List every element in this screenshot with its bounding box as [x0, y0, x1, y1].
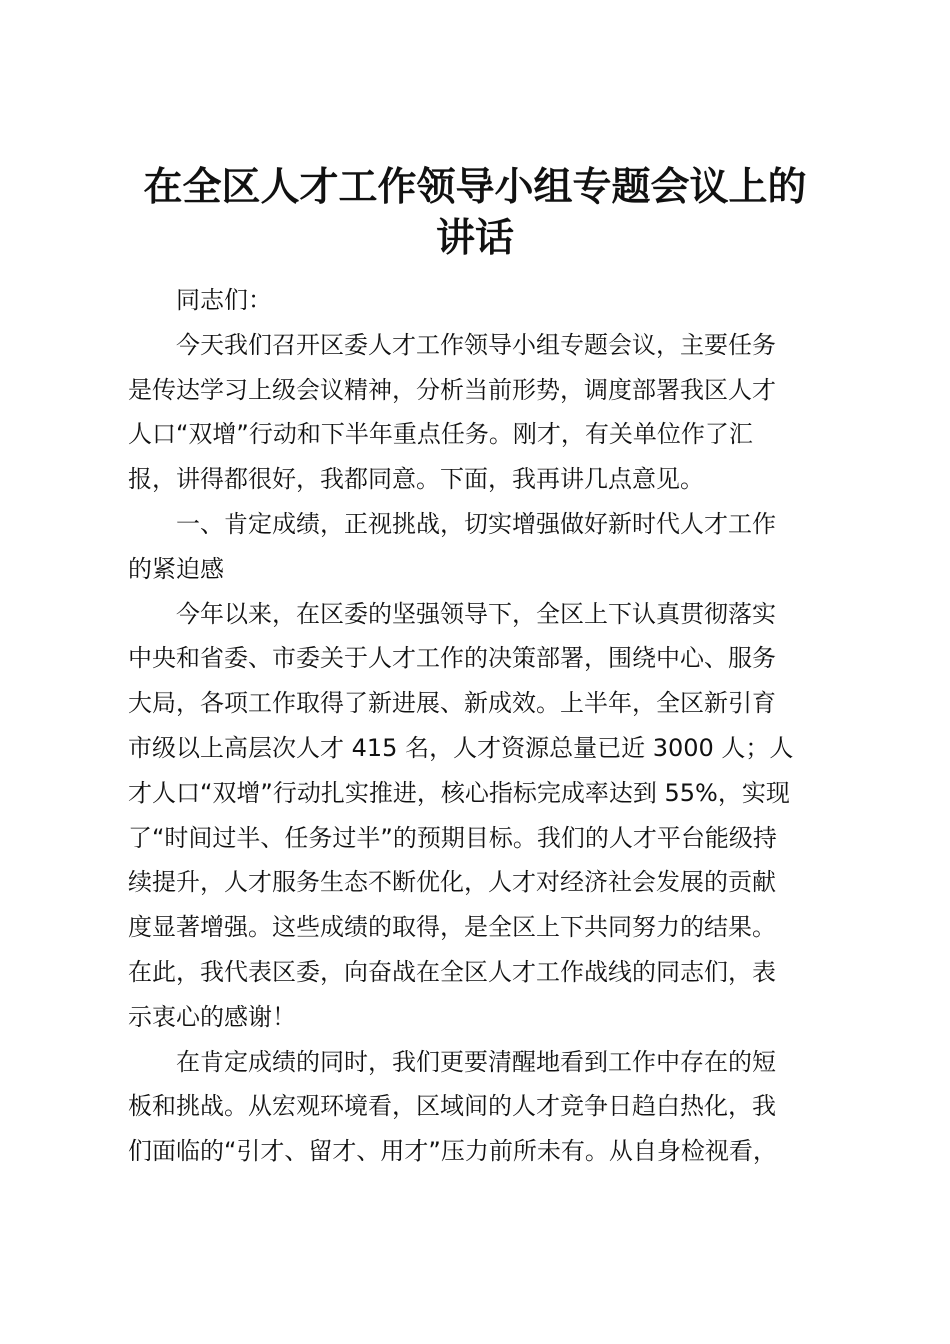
salutation-text: 同志们： — [176, 286, 272, 314]
paragraph-line: 示衷心的感谢！ — [128, 1002, 296, 1031]
title-line-2: 讲话 — [435, 216, 514, 261]
title-line-1: 在全区人才工作领导小组专题会议上的 — [143, 165, 807, 210]
paragraph-line: 续提升，人才服务生态不断优化，人才对经济社会发展的贡献 — [128, 868, 776, 897]
heading-line: 的紧迫感 — [128, 554, 224, 583]
paragraph-line: 是传达学习上级会议精神，分析当前形势，调度部署我区人才 — [128, 375, 776, 404]
paragraph-line: 在此，我代表区委，向奋战在全区人才工作战线的同志们，表 — [128, 957, 776, 986]
paragraph-challenges — [128, 1040, 828, 1174]
paragraph-line: 在肯定成绩的同时，我们更要清醒地看到工作中存在的短 — [176, 1047, 776, 1076]
document-title — [110, 162, 840, 264]
paragraph-line: 们面临的“引才、留才、用才”压力前所未有。从自身检视看， — [128, 1137, 777, 1166]
paragraph-line: 板和挑战。从宏观环境看，区域间的人才竞争日趋白热化，我 — [128, 1092, 776, 1121]
paragraph-line: 市级以上高层次人才 415 名，人才资源总量已近 3000 人；人 — [128, 733, 794, 762]
paragraph-line: 报，讲得都很好，我都同意。下面，我再讲几点意见。 — [128, 465, 704, 494]
salutation — [128, 278, 828, 323]
paragraph-line: 才人口“双增”行动扎实推进，核心指标完成率达到 55%，实现 — [128, 778, 790, 807]
paragraph-line: 中央和省委、市委关于人才工作的决策部署，围绕中心、服务 — [128, 644, 776, 673]
section-heading-1 — [128, 502, 828, 592]
paragraph-line: 大局，各项工作取得了新进展、新成效。上半年，全区新引育 — [128, 689, 776, 718]
paragraph-line: 了“时间过半、任务过半”的预期目标。我们的人才平台能级持 — [128, 823, 777, 852]
paragraph-line: 今年以来，在区委的坚强领导下，全区上下认真贯彻落实 — [176, 599, 776, 628]
paragraph-achievements — [128, 592, 828, 1040]
paragraph-line: 度显著增强。这些成绩的取得，是全区上下共同努力的结果。 — [128, 913, 776, 942]
paragraph-intro — [128, 323, 828, 502]
heading-line: 一、肯定成绩，正视挑战，切实增强做好新时代人才工作 — [176, 509, 776, 538]
document-body — [128, 278, 828, 1174]
paragraph-line: 今天我们召开区委人才工作领导小组专题会议，主要任务 — [176, 330, 776, 359]
paragraph-line: 人口“双增”行动和下半年重点任务。刚才，有关单位作了汇 — [128, 420, 753, 449]
